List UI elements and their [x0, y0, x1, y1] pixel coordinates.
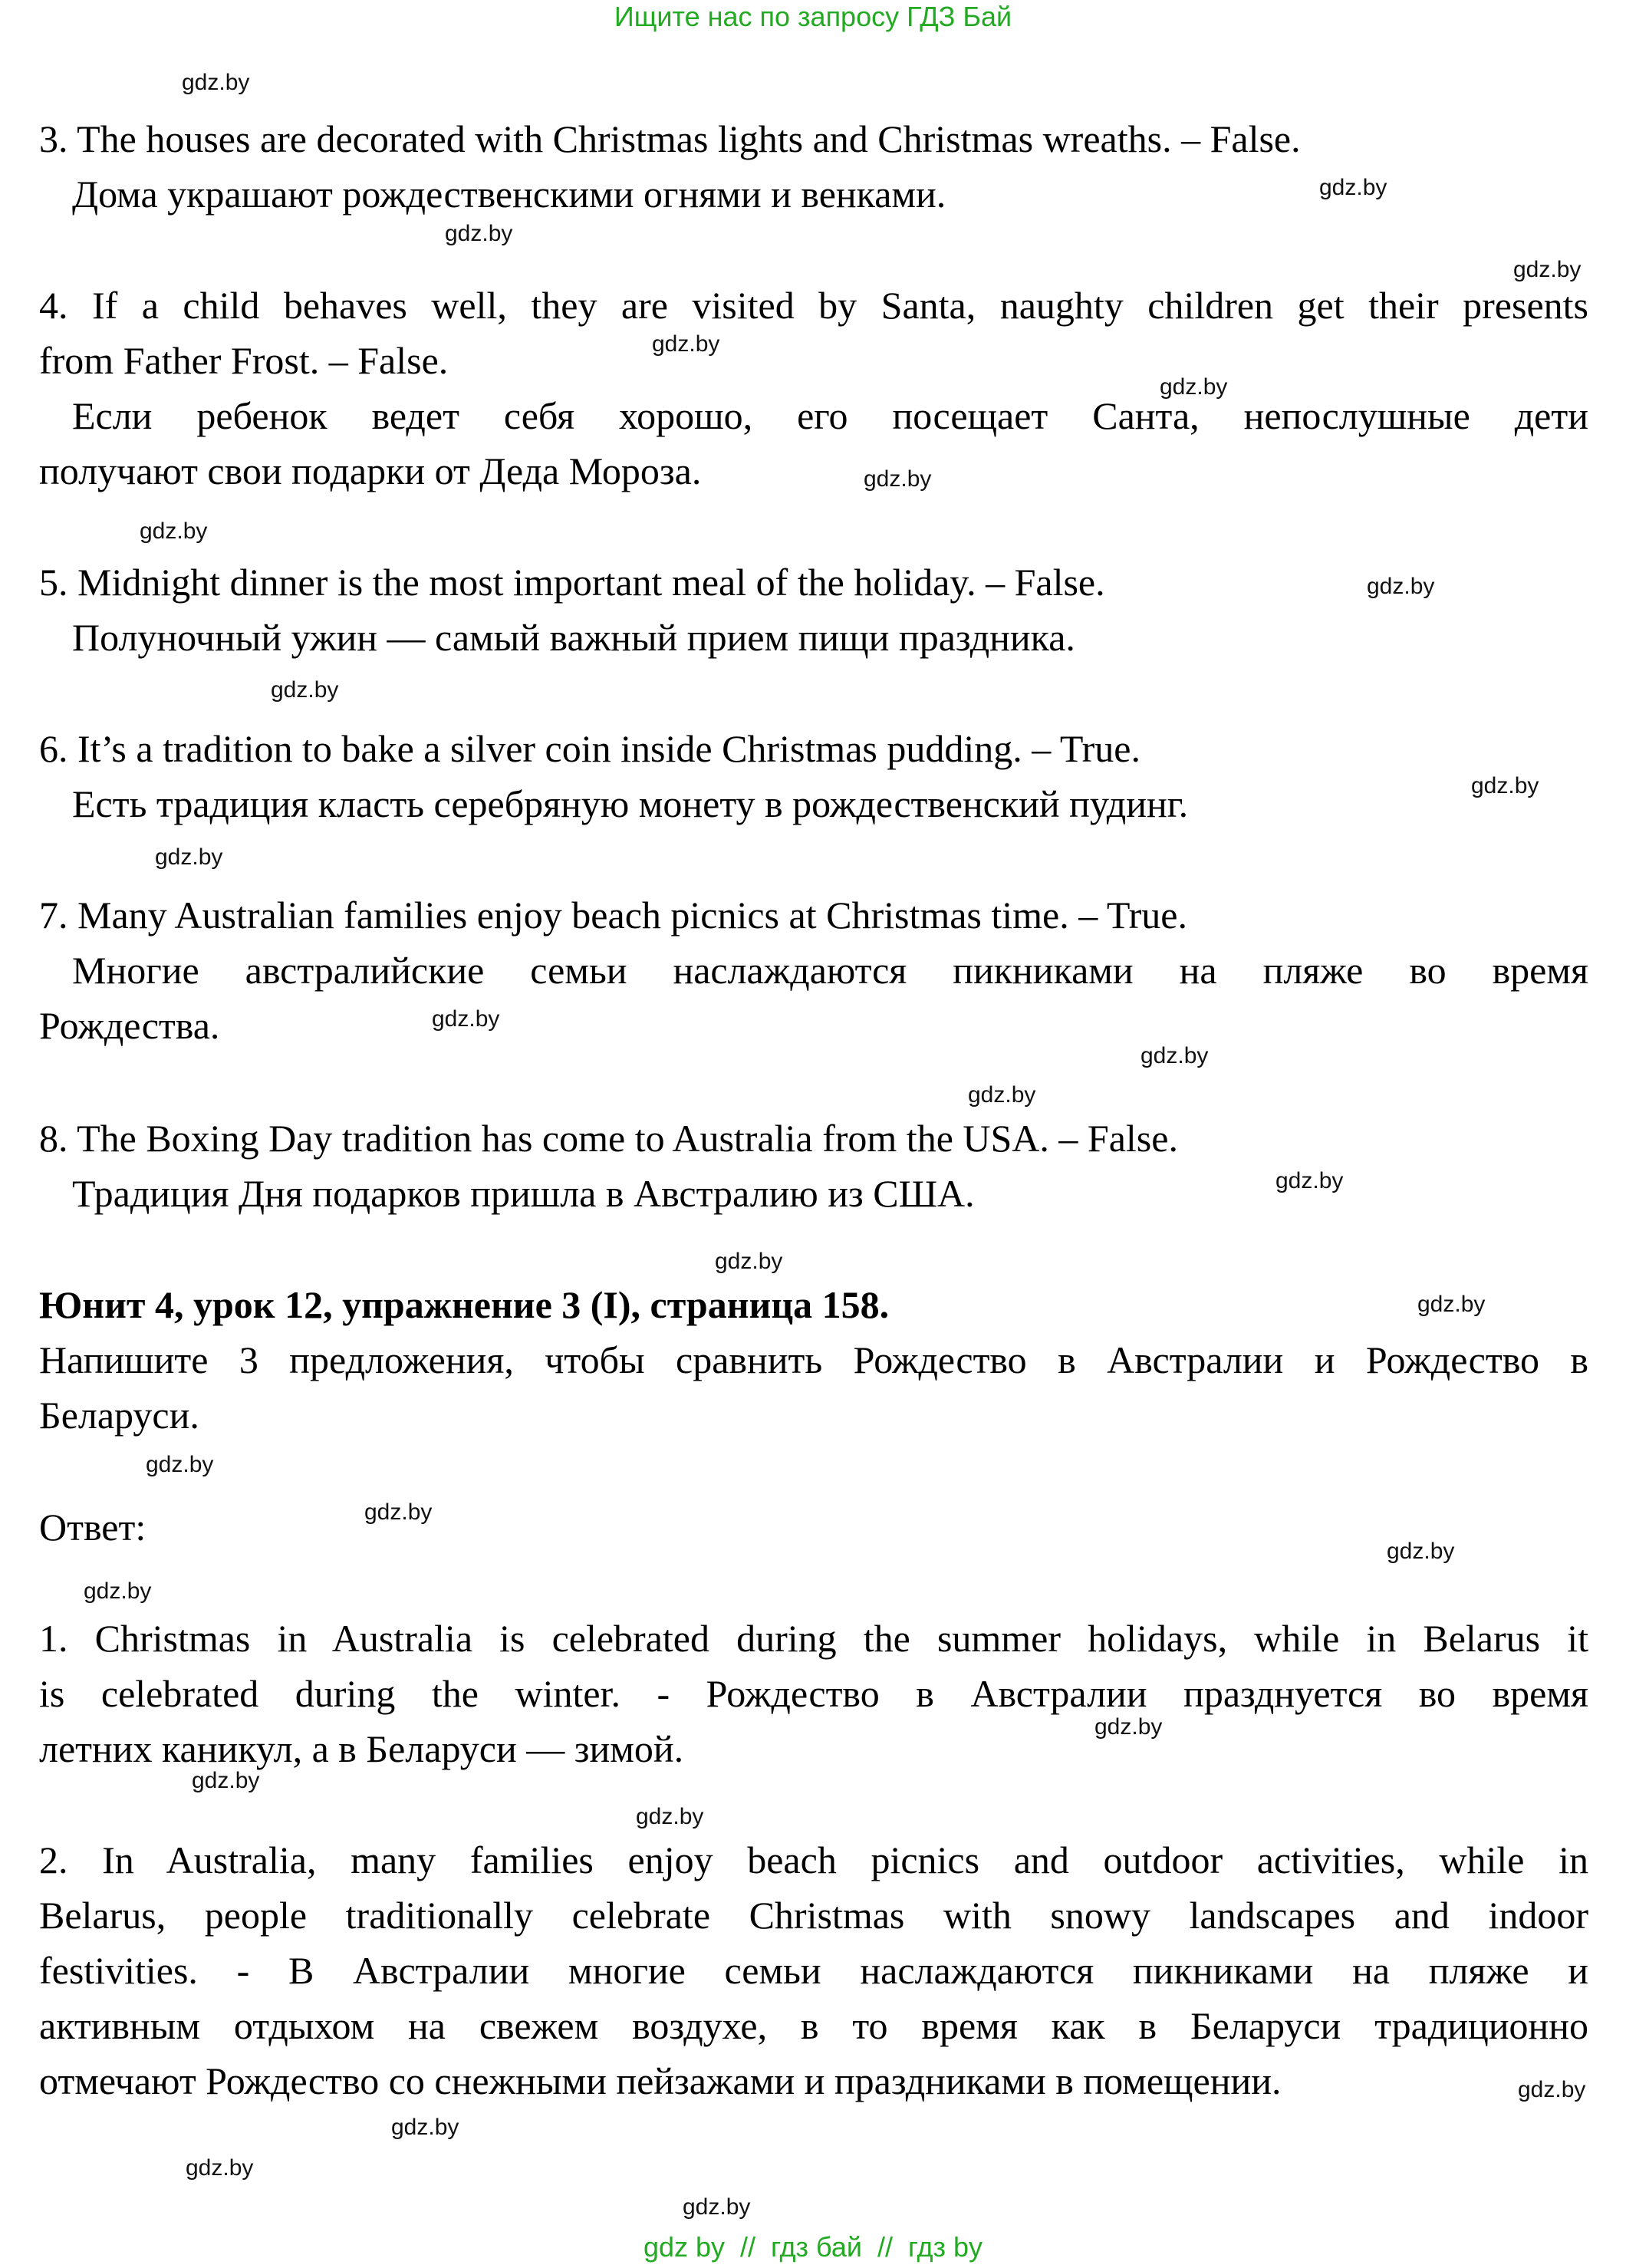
- answer-line-3: летних каникул, а в Беларуси — зимой.: [39, 1727, 684, 1770]
- answer-line-2: Belarus, people traditionally celebrate Christmas with snowy landscapes and indoor: [39, 1894, 1588, 1937]
- statement-ru: Есть традиция класть серебряную монету в рождественский пудинг.: [72, 782, 1189, 825]
- statement-ru: Полуночный ужин — самый важный прием пищи праздника.: [72, 616, 1075, 659]
- answer-line-3: festivities. - В Австралии многие семьи наслаждаются пикниками на пляже и: [39, 1949, 1588, 1992]
- watermark: gdz.by: [192, 1768, 260, 1793]
- watermark: gdz.by: [1417, 1292, 1486, 1317]
- statement-ru-line-1: Многие австралийские семьи наслаждаются пикниками на пляже во время: [72, 949, 1588, 992]
- statement-en-line-1: 4. If a child behaves well, they are visited by Santa, naughty children get their presents: [39, 284, 1588, 327]
- watermark: gdz.by: [968, 1082, 1036, 1108]
- statement-en-line-2: from Father Frost. – False.: [39, 339, 449, 382]
- watermark: gdz.by: [1141, 1043, 1209, 1068]
- watermark: gdz.by: [155, 844, 223, 870]
- watermark: gdz.by: [1513, 257, 1582, 282]
- statement-en: 3. The houses are decorated with Christmas lights and Christmas wreaths. – False.: [39, 117, 1301, 160]
- watermark: gdz.by: [1094, 1714, 1163, 1740]
- watermark: gdz.by: [1160, 374, 1228, 400]
- search-banner: Ищите нас по запросу ГДЗ Бай: [614, 1, 1012, 32]
- watermark: gdz.by: [1275, 1168, 1344, 1193]
- answer-label-block: [39, 1499, 1588, 1555]
- watermark: gdz.by: [1367, 574, 1435, 599]
- composed-answer-2: [39, 1832, 1588, 2108]
- answer-label: Ответ:: [39, 1506, 146, 1549]
- watermark: gdz.by: [432, 1006, 500, 1032]
- footer-links: gdz by // гдз бай // гдз by: [643, 2231, 983, 2263]
- watermark: gdz.by: [1518, 2077, 1586, 2102]
- watermark: gdz.by: [84, 1578, 152, 1604]
- statement-en: 6. It’s a tradition to bake a silver coin inside Christmas pudding. – True.: [39, 727, 1141, 770]
- answer-item-6: [39, 721, 1588, 831]
- watermark: gdz.by: [140, 518, 208, 544]
- watermark: gdz.by: [683, 2194, 751, 2220]
- task-line-2: Беларуси.: [39, 1394, 199, 1437]
- watermark: gdz.by: [636, 1804, 704, 1829]
- answer-item-4: [39, 278, 1588, 499]
- statement-en: 5. Midnight dinner is the most important meal of the holiday. – False.: [39, 561, 1105, 604]
- statement-en: 8. The Boxing Day tradition has come to Australia from the USA. – False.: [39, 1117, 1178, 1160]
- statement-en: 7. Many Australian families enjoy beach picnics at Christmas time. – True.: [39, 894, 1187, 936]
- statement-ru: Традиция Дня подарков пришла в Австралию из США.: [72, 1172, 975, 1215]
- watermark: gdz.by: [364, 1499, 433, 1525]
- watermark: gdz.by: [715, 1249, 783, 1274]
- answer-line-5: отмечают Рождество со снежными пейзажами и праздниками в помещении.: [39, 2059, 1282, 2102]
- watermark: gdz.by: [864, 466, 932, 492]
- watermark: gdz.by: [652, 331, 720, 357]
- watermark: gdz.by: [1319, 175, 1387, 200]
- watermark: gdz.by: [391, 2115, 459, 2140]
- answer-item-3: [39, 111, 1588, 222]
- watermark: gdz.by: [146, 1452, 214, 1477]
- watermark: gdz.by: [182, 70, 250, 95]
- watermark: gdz.by: [1471, 773, 1539, 798]
- statement-ru-line-1: Если ребенок ведет себя хорошо, его посещает Санта, непослушные дети: [72, 394, 1588, 437]
- exercise-section: [39, 1277, 1588, 1443]
- answer-item-8: [39, 1111, 1588, 1221]
- answer-line-1: 1. Christmas in Australia is celebrated during the summer holidays, while in Belarus it: [39, 1617, 1588, 1660]
- answer-item-5: [39, 555, 1588, 665]
- statement-ru-line-2: Рождества.: [39, 1004, 220, 1047]
- statement-ru-line-2: получают свои подарки от Деда Мороза.: [39, 449, 702, 492]
- task-line-1: Напишите 3 предложения, чтобы сравнить Рождество в Австралии и Рождество в: [39, 1338, 1588, 1381]
- composed-answer-1: [39, 1611, 1588, 1776]
- watermark: gdz.by: [186, 2155, 254, 2181]
- watermark: gdz.by: [445, 221, 513, 246]
- watermark: gdz.by: [1387, 1539, 1455, 1564]
- answer-line-2: is celebrated during the winter. - Рождество в Австралии празднуется во время: [39, 1672, 1588, 1715]
- answer-line-1: 2. In Australia, many families enjoy beach picnics and outdoor activities, while in: [39, 1838, 1588, 1881]
- answer-line-4: активным отдыхом на свежем воздухе, в то время как в Беларуси традиционно: [39, 2004, 1588, 2047]
- exercise-heading: Юнит 4, урок 12, упражнение 3 (I), страница 158.: [39, 1283, 890, 1326]
- answer-item-7: [39, 887, 1588, 1053]
- watermark: gdz.by: [271, 677, 339, 703]
- statement-ru: Дома украшают рождественскими огнями и венками.: [72, 173, 946, 216]
